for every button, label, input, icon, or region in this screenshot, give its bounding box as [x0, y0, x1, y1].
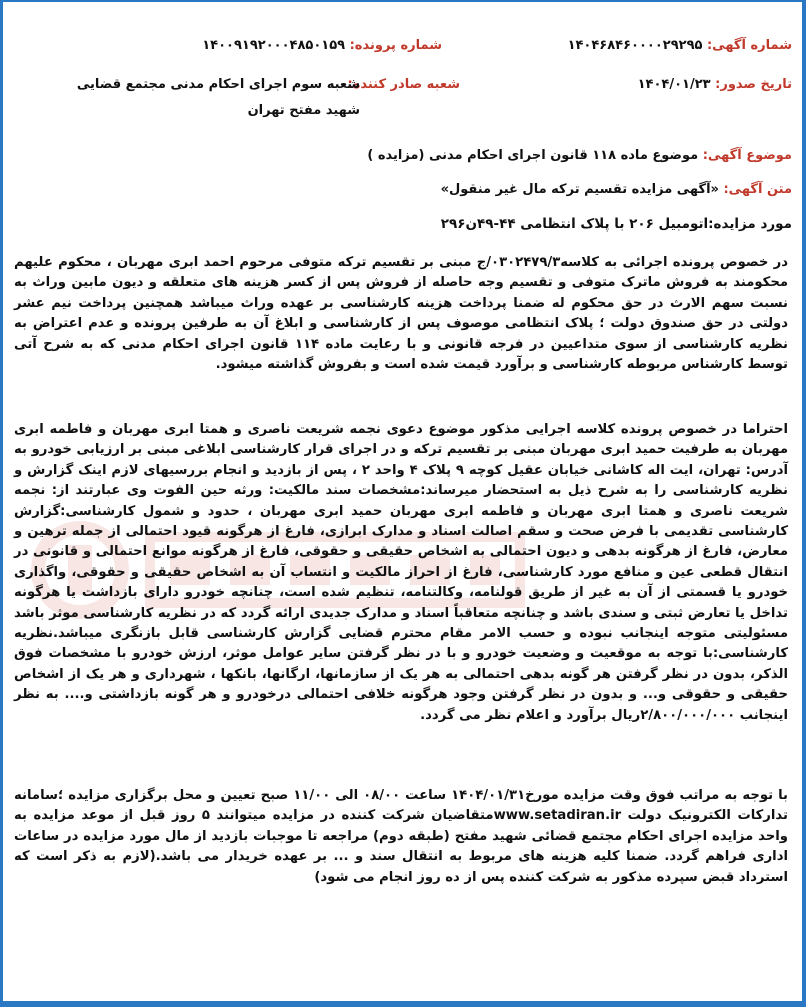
subject-value: موضوع ماده ۱۱۸ قانون اجرای احکام مدنی (مزایده )	[367, 148, 699, 163]
issuer-label-row	[347, 77, 460, 92]
case-number-label: شماره پرونده:	[349, 38, 442, 53]
issue-date-row	[638, 77, 792, 92]
subject-label: موضوع آگهی:	[702, 148, 792, 163]
scrollbar-track[interactable]	[792, 2, 802, 997]
subject-row	[367, 148, 792, 163]
issue-date-value: ۱۴۰۴/۰۱/۲۳	[637, 77, 711, 92]
case-number-value: ۱۴۰۰۹۱۹۲۰۰۰۴۸۵۰۱۵۹	[202, 38, 346, 53]
ad-text-label: متن آگهی:	[723, 182, 792, 197]
paragraph-auction-terms: با توجه به مراتب فوق وقت مزایده مورخ۱۴۰۴/۰۱/۳۱ ساعت ۰۸/۰۰ الی ۱۱/۰۰ صبح تعیین و محل برگزاری مزایده ؛سامانه تدارکات الکترونیک دولت www.setadiran.irمتقاضیان شرکت کننده در مزایده میتوانند ۵ روز قبل از موعد مزایده به واحد مزایده اجرای احکام مجتمع قضائی شهید مفتح (طبقه دوم) مراجعه تا موجبات بازدید از مال مورد مزایده در ساعات اداری فراهم گردد. ضمنا کلیه هزینه های مربوط به انتقال سند و ... بر عهده خریدار می باشد.(لازم به ذکر است که استرداد قبض سپرده مذکور به شرکت کننده پس از ده روز انجام می شود)	[14, 788, 788, 885]
issuer-label: شعبه صادر کننده:	[347, 77, 460, 92]
paragraph-expert-report: احتراما در خصوص پرونده کلاسه اجرایی مذکور موضوع دعوی نجمه شریعت ناصری و همتا ابری مهربان و فاطمه ابری مهربان به طرفیت حمید ابری مهربان مبنی بر تقسیم ترکه و در اجرای قرار کارشناسی ابلاغی مبنی بر ارزیابی خودرو به آدرس: تهران، ایت اله کاشانی خیابان عقیل کوچه ۹ پلاک ۴ واحد ۲ ، پس از بازدید و انجام بررسیهای لازم اینک گزارش و نظریه کارشناسی را به شرح ذیل به استحضار میرساند:مشخصات سند مالکیت: ورثه حین الفوت وی عبارتند از: نجمه شریعت ناصری و همتا ابری مهربان و فاطمه ابری مهربان حمید ابری مهربان ، حدود و شمول کارشناسی:گزارش کارشناسی تقدیمی با فرض صحت و سقم اصالت اسناد و مدارک ابرازی، فارغ از هرگونه قیود احتمالی از جمله ترهین و معارض، فارغ از هرگونه بدهی و دیون احتمالی به اشخاص حقیقی و حقوقی، فارغ از هرگونه موانع احتمالی و قانونی در انتقال قطعی عین و منافع مورد کارشناسی، فارغ از احراز مالکیت و انتساب آن به اشخاص حقیقی و حقوقی، واگذاری خودرو یا قسمتی از آن به غیر از طریق قولنامه، وکالتنامه، تنظیم شده است، چنانچه خودرو دارای بازداشت یا هرگونه تداخل یا تعارض ثبتی و سندی باشد و چنانچه متعاقباً اسناد و مدارک جدیدی ارائه گردد که در نظریه کارشناسی موثر باشد مسئولیتی متوجه اینجانب نبوده و حسب الامر مقام محترم قضایی گزارش کارشناسی قابل بازنگری میباشد.نظریه کارشناسی:با توجه به موقعیت و وضعیت خودرو و با در نظر گرفتن سایر عوامل موثر، ارزش خودرو با مشخصات فوق الذکر، بدون در نظر گرفتن هر گونه بدهی احتمالی به هر یک از سازمانها، ارگانها، بانکها ، شهرداری و هر یک از اشخاص حقیقی و حقوقی و... و بدون در نظر گرفتن وجود هرگونه خلافی احتمالی درخودرو و هر گونه بازداشتی و.... به نظر اینجانب ۲/۸۰۰/۰۰۰/۰۰۰ریال برآورد و اعلام نظر می گردد.	[14, 422, 788, 723]
window-bottom-bar	[0, 1001, 806, 1007]
ad-number-value: ۱۴۰۴۶۸۴۶۰۰۰۰۲۹۲۹۵	[567, 38, 703, 53]
ad-number-row	[568, 38, 792, 53]
auction-item: مورد مزایده:اتومبیل ۲۰۶ با پلاک انتظامی ۴۴-۴۹ن۲۹۶	[440, 216, 792, 232]
case-number-row	[202, 38, 442, 53]
issuer-value: شعبه سوم اجرای احکام مدنی مجتمع قضایی شهید مفتح تهران	[76, 77, 360, 118]
paragraph-case-intro: در خصوص پرونده اجرائی به کلاسه۰۳۰۲۴۷۹/۳/ج مبنی بر تقسیم ترکه متوفی مرحوم احمد ابری مهربان ، محکوم علیهم محکومند به فروش ماترک متوفی و تقسیم وجه حاصله از فروش پس از کسر هزینه های متعلقه و دیون مابین وراث به نسبت سهم الارث در حق محکوم له ضمنا پرداخت هزینه کارشناسی بر عهده وراث میباشد همچنین پرداخت نیم عشر دولتی در حق صندوق دولت ؛ پلاک انتظامی موصوف پس از کارشناسی و ابلاغ آن به طرفین پرونده و عدم اعتراض به نظریه کارشناسی از سوی متداعیین در فرجه قانونی و با رعایت ماده ۱۱۴ قانون اجرای احکام مدنی که به شرح آتی توسط کارشناس مربوطه کارشناسی و برآورد قیمت شده است و بفروش گذاشته میشود.	[14, 255, 789, 373]
issue-date-label: تاریخ صدور:	[715, 77, 792, 92]
ad-text-title: «آگهی مزایده تقسیم ترکه مال غیر منقول»	[440, 182, 719, 197]
ad-text-row	[441, 182, 792, 197]
ad-number-label: شماره آگهی:	[706, 38, 792, 53]
